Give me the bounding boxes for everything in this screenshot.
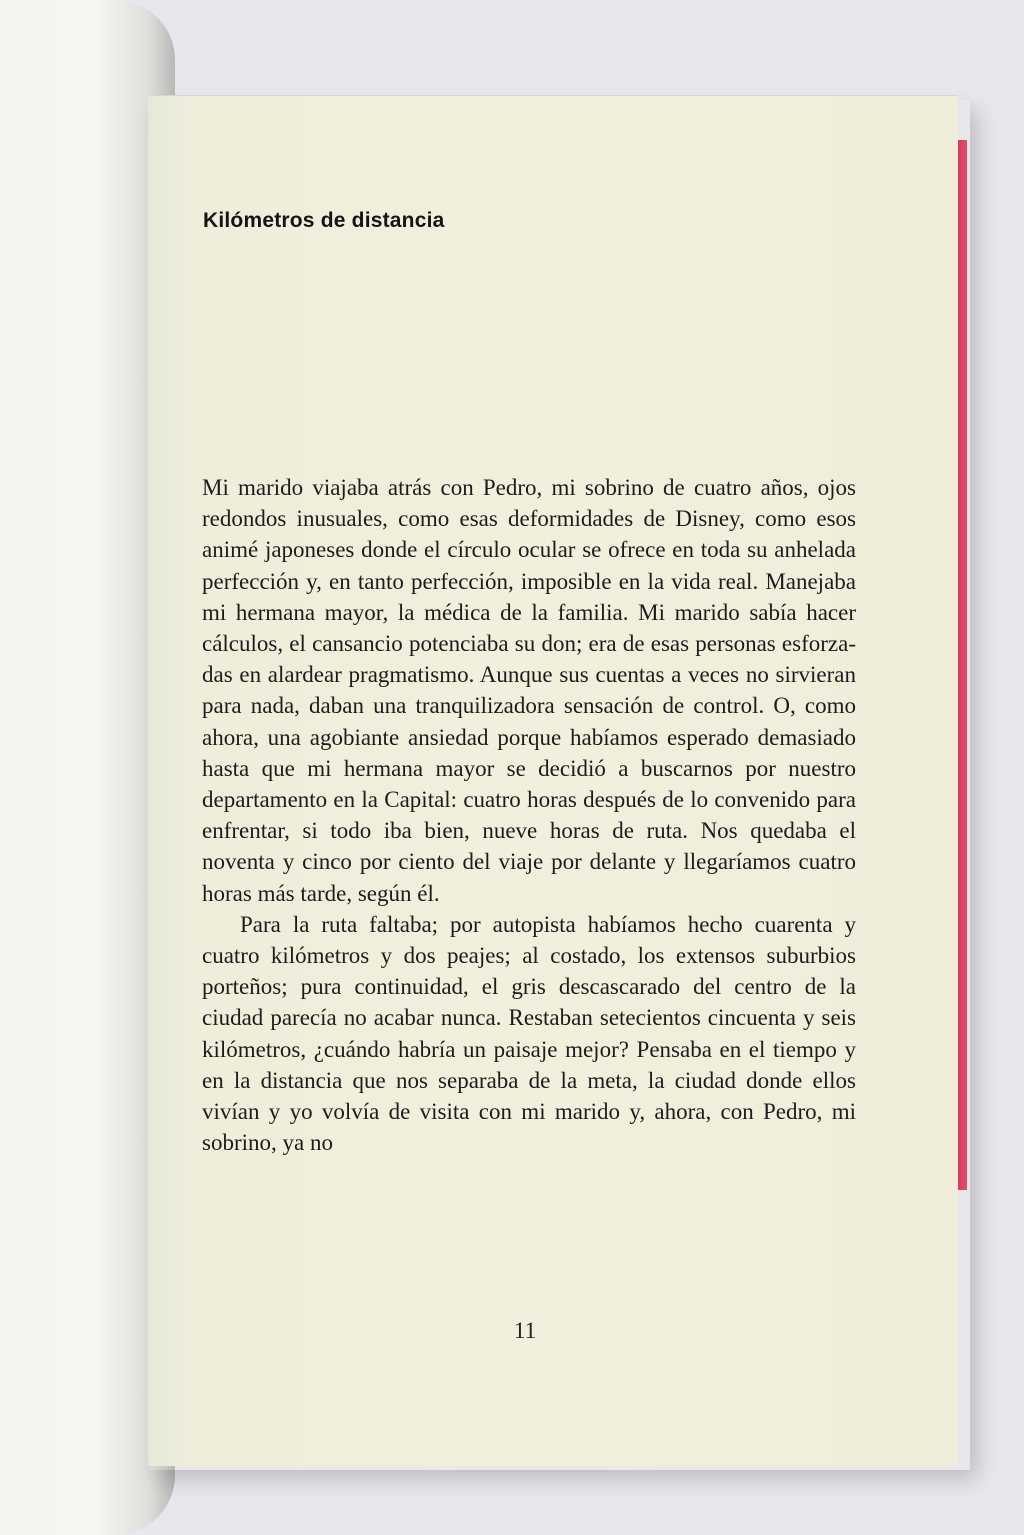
body-text: [202, 472, 856, 1158]
paragraph: Para la ruta faltaba; por autopista habíamos hecho cuarenta y cuatro kilómetros y dos peajes; al costado, los extensos suburbios porteños; pura continuidad, el gris descascarado del centro de la ciudad parecía no acabar nunca. Restaban setecientos cincuenta y seis kilómetros, ¿cuándo habría un paisaje mejor? Pensaba en el tiempo y en la distancia que nos separaba de la meta, la ciudad donde ellos vivían y yo volvía de visita con mi marido y, ahora, con Pedro, mi sobrino, ya no: [202, 911, 856, 1156]
chapter-title: Kilómetros de distancia: [203, 209, 445, 232]
paragraph: Mi marido viajaba atrás con Pedro, mi sobrino de cuatro años, ojos redondos inusuales, como esas deformidades de Disney, como esos animé japoneses donde el círculo ocular se ofrece en toda su anhelada perfección y, en tanto perfección, imposible en la vida real. Manejaba mi hermana mayor, la médica de la familia. Mi marido sabía hacer cálculos, el cansancio potenciaba su don; era de esas personas esforzadas en alardear pragmatismo. Aunque sus cuentas a veces no sirvieran para nada, daban una tranquilizadora sensación de control. O, como ahora, una agobiante ansiedad porque habíamos esperado demasiado hasta que mi hermana mayor se decidió a buscarnos por nuestro departamento en la Capital: cuatro horas después de lo convenido para enfrentar, si todo iba bien, nueve horas de ruta. Nos quedaba el noventa y cinco por ciento del viaje por delante y llegaríamos cuatro horas más tarde, según él.: [202, 475, 856, 906]
page-number: 11: [513, 1318, 537, 1343]
